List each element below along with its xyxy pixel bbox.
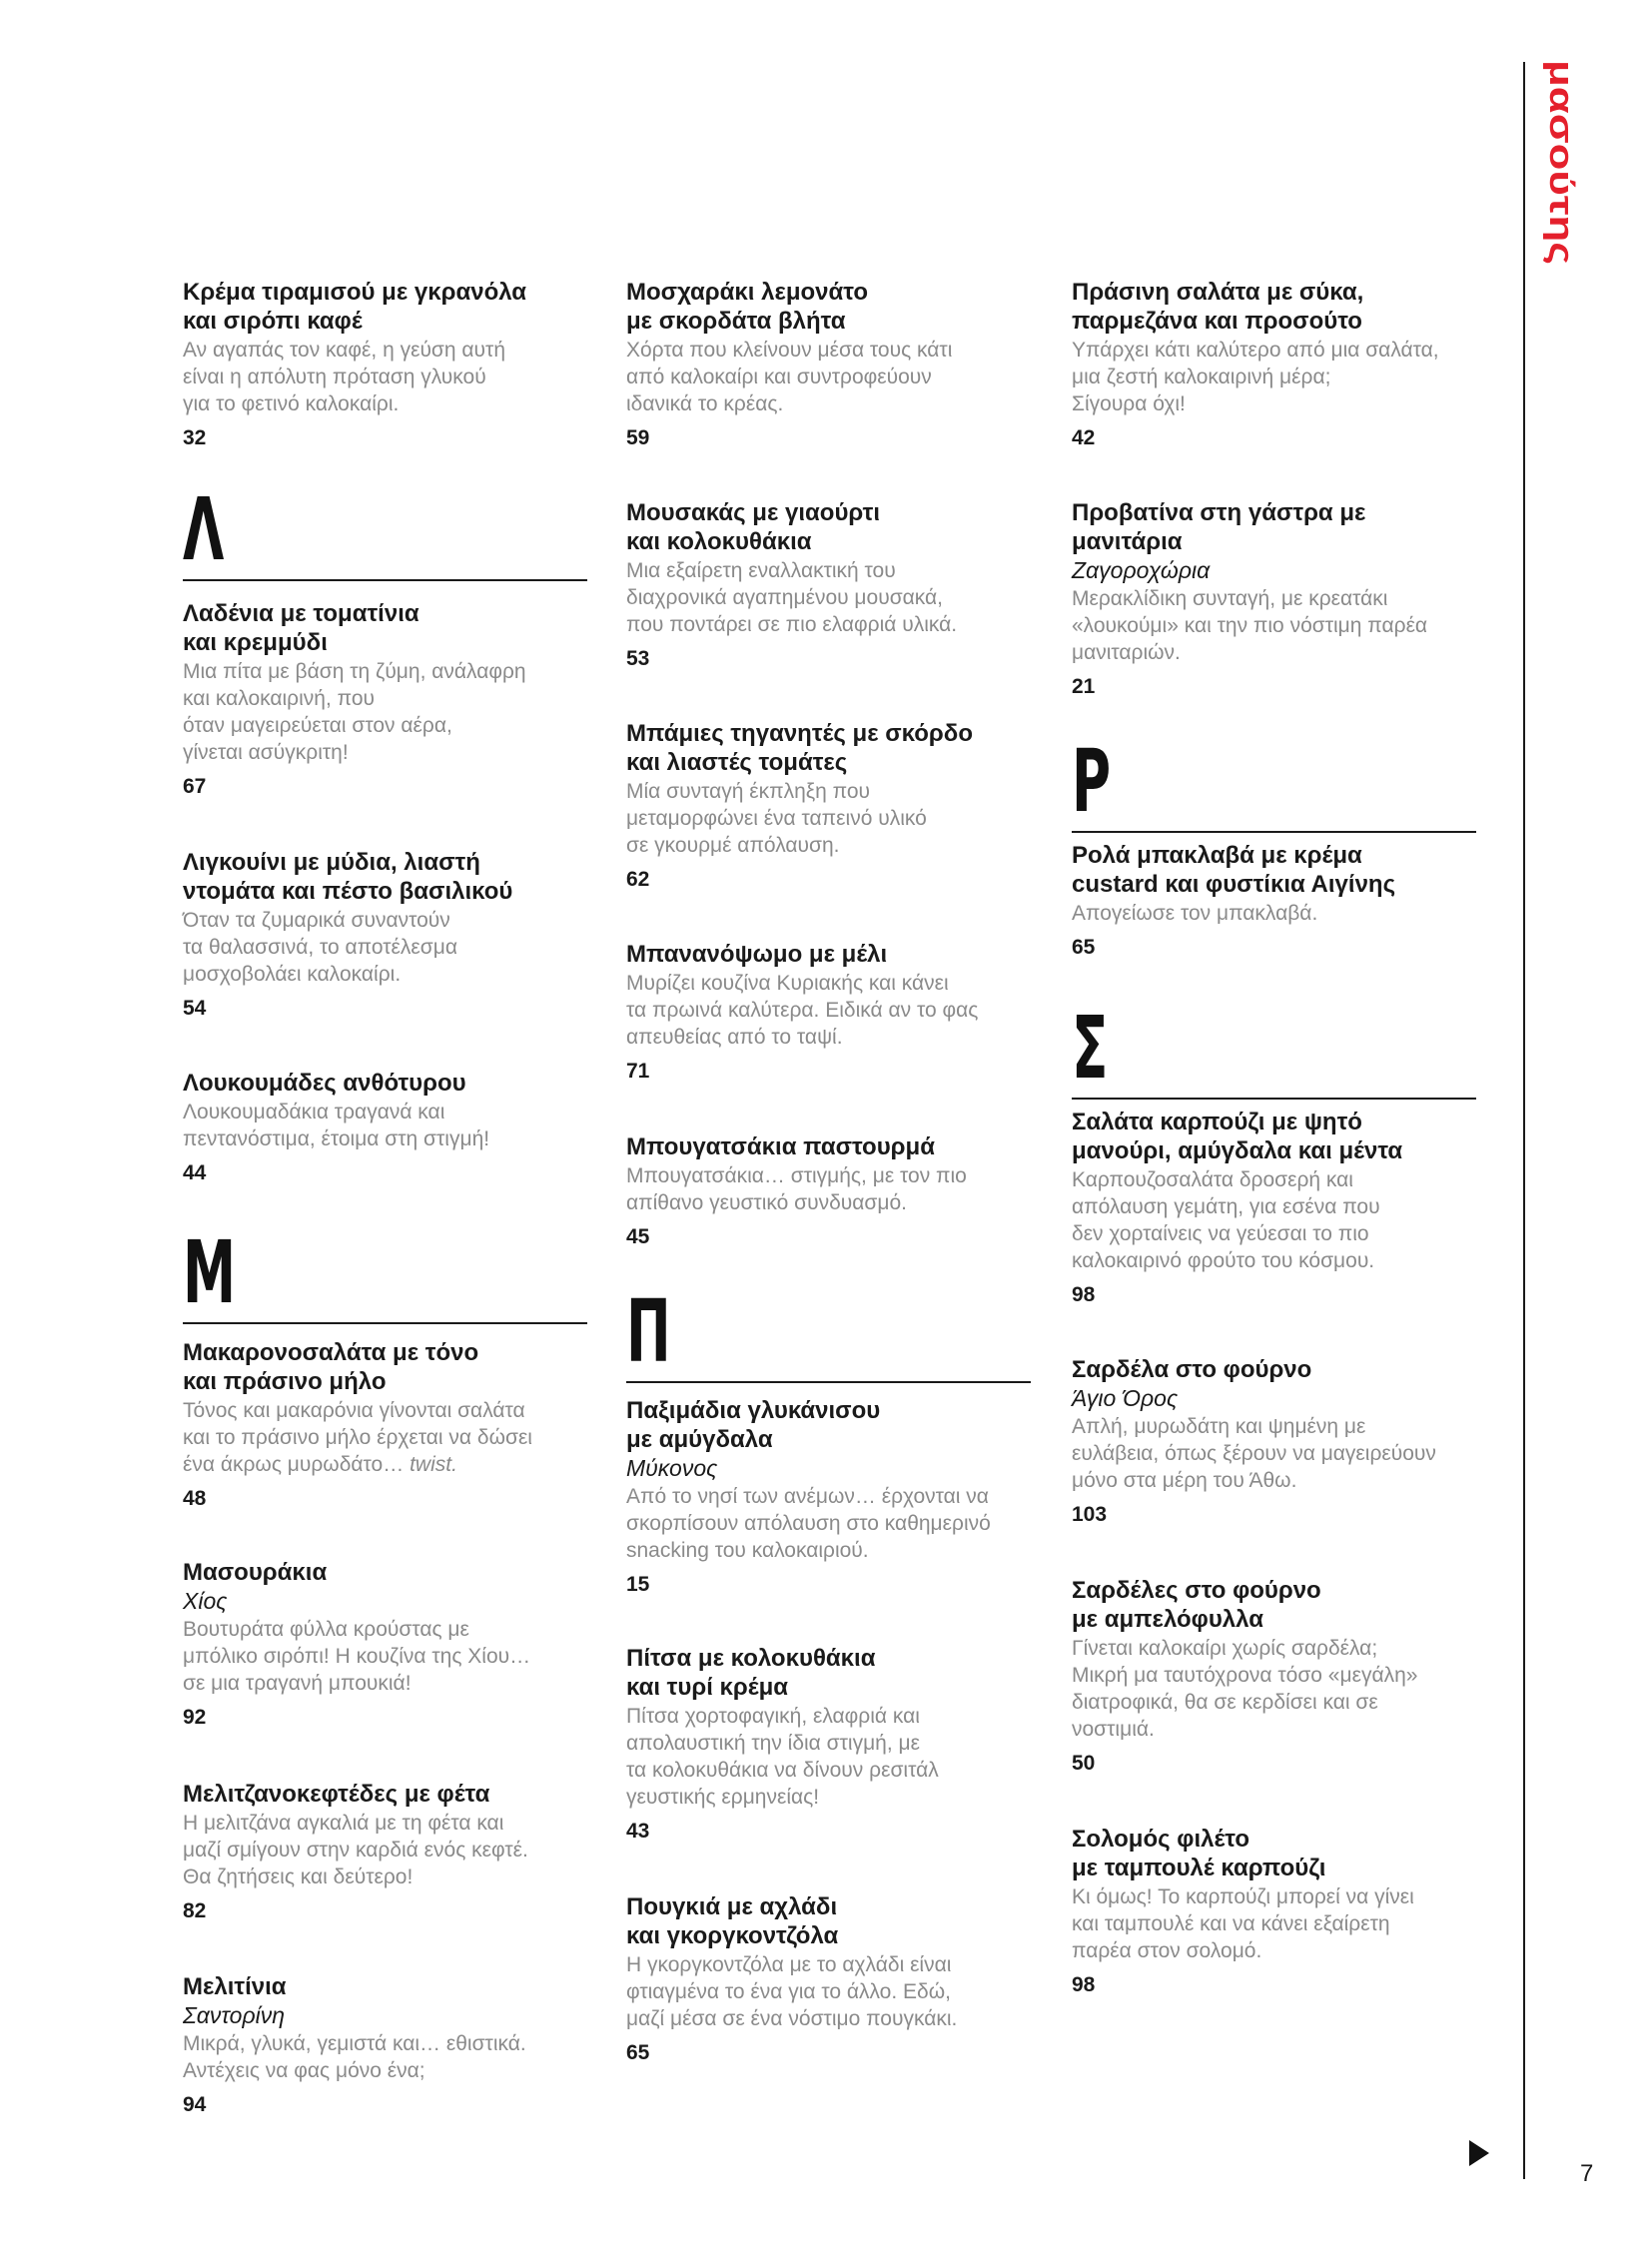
recipe-description: Μερακλίδικη συνταγή, με κρεατάκι «λουκούμι» και την πιο νόστιμη παρέα μανιταριών. xyxy=(1072,587,1428,664)
recipe-description: Η γκοργκοντζόλα με το αχλάδι είναι φτιαγμένα το ένα για το άλλο. Εδώ, μαζί μέσα σε ένα νόστιμο πουγκάκι. xyxy=(626,1953,958,2030)
page-reference[interactable]: 65 xyxy=(1072,936,1096,959)
recipe-title: Προβατίνα στη γάστρα με μανιτάρια xyxy=(1072,499,1366,555)
recipe-title: Μοσχαράκι λεμονάτο με σκορδάτα βλήτα xyxy=(626,279,868,335)
recipe-entry[interactable] xyxy=(626,719,1036,893)
recipe-entry[interactable] xyxy=(626,1644,1036,1845)
page-reference[interactable]: 65 xyxy=(626,2041,650,2064)
recipe-title: Ρολά μπακλαβά με κρέμα custard και φυστίκια Αιγίνης xyxy=(1072,842,1396,898)
page-reference[interactable]: 15 xyxy=(626,1573,650,1596)
recipe-entry[interactable] xyxy=(626,1396,1036,1598)
recipe-title: Κρέμα τιραμισού με γκρανόλα και σιρόπι καφέ xyxy=(183,279,527,335)
recipe-entry[interactable] xyxy=(626,940,1036,1085)
margin-rule xyxy=(1523,62,1525,2179)
page-reference[interactable]: 98 xyxy=(1072,1283,1096,1306)
recipe-entry[interactable] xyxy=(183,1558,592,1731)
page-number: 7 xyxy=(1580,2160,1594,2187)
section-divider xyxy=(183,579,587,581)
page-reference[interactable]: 45 xyxy=(626,1225,650,1248)
recipe-entry[interactable] xyxy=(1072,278,1481,451)
recipe-description: Η μελιτζάνα αγκαλιά με τη φέτα και μαζί σμίγουν στην καρδιά ενός κεφτέ. Θα ζητήσεις και δεύτερο! xyxy=(183,1812,528,1888)
recipe-description: Αν αγαπάς τον καφέ, η γεύση αυτή είναι η απόλυτη πρόταση γλυκού για το φετινό καλοκαίρι. xyxy=(183,339,506,415)
letter-section-header xyxy=(1072,999,1476,1100)
recipe-region: Άγιο Όρος xyxy=(1072,1385,1179,1411)
recipe-description: Λουκουμαδάκια τραγανά και πεντανόστιμα, έτοιμα στη στιγμή! xyxy=(183,1101,490,1150)
page-reference[interactable]: 82 xyxy=(183,1899,207,1922)
recipe-description: Πίτσα χορτοφαγική, ελαφριά και απολαυστική την ίδια στιγμή, με τα κολοκυθάκια να δίνουν ρεσιτάλ γευστικής ερμηνείας! xyxy=(626,1705,939,1809)
recipe-entry[interactable] xyxy=(183,1069,592,1186)
recipe-region: Σαντορίνη xyxy=(183,2002,286,2028)
recipe-title: Σαρδέλες στο φούρνο με αμπελόφυλλα xyxy=(1072,1577,1321,1633)
recipe-entry[interactable] xyxy=(1072,1825,1481,1998)
section-letter: Λ xyxy=(183,480,225,580)
section-divider xyxy=(1072,1098,1476,1100)
recipe-description: Μπουγατσάκια… στιγμής, με τον πιο απίθανο γευστικό συνδυασμό. xyxy=(626,1164,967,1214)
recipe-title: Λαδένια με τοματίνια και κρεμμύδι xyxy=(183,600,419,656)
brand-logo xyxy=(1542,60,1608,270)
recipe-entry[interactable] xyxy=(1072,841,1481,961)
page-reference[interactable]: 44 xyxy=(183,1161,207,1184)
recipe-entry[interactable] xyxy=(1072,1355,1481,1528)
letter-section-header xyxy=(183,480,587,581)
recipe-region: Χίος xyxy=(183,1588,228,1614)
page-reference[interactable]: 21 xyxy=(1072,675,1096,698)
page-reference[interactable]: 94 xyxy=(183,2093,207,2116)
recipe-region: Ζαγοροχώρια xyxy=(1072,557,1211,583)
recipe-title: Λιγκουίνι με μύδια, λιαστή ντομάτα και πέστο βασιλικού xyxy=(183,849,513,905)
recipe-description: Απλή, μυρωδάτη και ψημένη με ευλάβεια, όπως ξέρουν να μαγειρεύουν μόνο στα μέρη του Άθω. xyxy=(1072,1415,1436,1492)
section-divider xyxy=(626,1381,1031,1383)
page-reference[interactable]: 32 xyxy=(183,426,207,449)
recipe-description: Μια πίτα με βάση τη ζύμη, ανάλαφρη και καλοκαιρινή, που όταν μαγειρεύεται στον αέρα, γίνεται ασύγκριτη! xyxy=(183,660,526,764)
section-divider xyxy=(1072,831,1476,833)
next-page-arrow-icon[interactable] xyxy=(1469,2140,1489,2166)
recipe-entry[interactable] xyxy=(183,1338,592,1512)
recipe-title: Σαλάτα καρπούζι με ψητό μανούρι, αμύγδαλα και μέντα xyxy=(1072,1109,1403,1164)
recipe-entry[interactable] xyxy=(626,498,1036,672)
recipe-description: Χόρτα που κλείνουν μέσα τους κάτι από καλοκαίρι και συντροφεύουν ιδανικά το κρέας. xyxy=(626,339,953,415)
page-reference[interactable]: 42 xyxy=(1072,426,1096,449)
recipe-description: Απογείωσε τον μπακλαβά. xyxy=(1072,902,1318,925)
recipe-title: Λουκουμάδες ανθότυρου xyxy=(183,1070,466,1097)
recipe-description: Μία συνταγή έκπληξη που μεταμορφώνει ένα ταπεινό υλικό σε γκουρμέ απόλαυση. xyxy=(626,780,927,857)
recipe-title: Μελιτίνια xyxy=(183,1973,287,2000)
recipe-title: Μουσακάς με γιαούρτι και κολοκυθάκια xyxy=(626,499,880,555)
recipe-title: Μασουράκια xyxy=(183,1559,328,1586)
page-reference[interactable]: 92 xyxy=(183,1706,207,1729)
section-letter: Μ xyxy=(183,1223,237,1323)
page-reference[interactable]: 103 xyxy=(1072,1503,1108,1526)
recipe-entry[interactable] xyxy=(183,278,592,451)
recipe-description: Υπάρχει κάτι καλύτερο από μια σαλάτα, μια ζεστή καλοκαιρινή μέρα; Σίγουρα όχι! xyxy=(1072,339,1439,415)
recipe-title: Παξιμάδια γλυκάνισου με αμύγδαλα xyxy=(626,1397,881,1453)
recipe-title: Πίτσα με κολοκυθάκια και τυρί κρέμα xyxy=(626,1645,876,1701)
letter-section-header xyxy=(626,1282,1031,1383)
recipe-entry[interactable] xyxy=(1072,1108,1481,1308)
recipe-title: Σαρδέλα στο φούρνο xyxy=(1072,1356,1312,1383)
recipe-title: Μελιτζανοκεφτέδες με φέτα xyxy=(183,1781,490,1808)
page-reference[interactable]: 67 xyxy=(183,775,207,798)
recipe-description: Κι όμως! Το καρπούζι μπορεί να γίνει και ταμπουλέ και να κάνει εξαίρετη παρέα στον σολομό. xyxy=(1072,1885,1414,1962)
recipe-title: Πράσινη σαλάτα με σύκα, παρμεζάνα και προσούτο xyxy=(1072,279,1364,335)
recipe-description: Τόνος και μακαρόνια γίνονται σαλάτα και το πράσινο μήλο έρχεται να δώσει ένα άκρως μυρωδάτο… twist. xyxy=(183,1399,532,1476)
recipe-entry[interactable] xyxy=(183,848,592,1022)
page-reference[interactable]: 48 xyxy=(183,1487,207,1510)
recipe-title: Σολομός φιλέτο με ταμπουλέ καρπούζι xyxy=(1072,1826,1326,1881)
recipe-entry[interactable] xyxy=(1072,1576,1481,1777)
recipe-entry[interactable] xyxy=(626,1892,1036,2066)
section-divider xyxy=(183,1322,587,1324)
recipe-entry[interactable] xyxy=(183,1780,592,1924)
recipe-entry[interactable] xyxy=(1072,498,1481,700)
page-reference[interactable]: 43 xyxy=(626,1820,650,1843)
recipe-region: Μύκονος xyxy=(626,1455,718,1481)
page-reference[interactable]: 54 xyxy=(183,997,207,1020)
section-letter: Σ xyxy=(1072,999,1109,1099)
recipe-description: Μικρά, γλυκά, γεμιστά και… εθιστικά. Αντέχεις να φας μόνο ένα; xyxy=(183,2032,526,2082)
recipe-entry[interactable] xyxy=(183,599,592,800)
recipe-description: Γίνεται καλοκαίρι χωρίς σαρδέλα; Μικρή μα ταυτόχρονα τόσο «μεγάλη» διατροφικά, θα σε κερδίσει και σε νοστιμιά. xyxy=(1072,1637,1418,1741)
recipe-title: Πουγκιά με αχλάδι και γκοργκοντζόλα xyxy=(626,1893,839,1949)
recipe-title: Μπουγατσάκια παστουρμά xyxy=(626,1133,935,1160)
recipe-description: Μυρίζει κουζίνα Κυριακής και κάνει τα πρωινά καλύτερα. Ειδικά αν το φας απευθείας από το ταψί. xyxy=(626,972,979,1049)
letter-section-header xyxy=(1072,732,1476,833)
recipe-description: Μια εξαίρετη εναλλακτική του διαχρονικά αγαπημένου μουσακά, που ποντάρει σε πιο ελαφριά υλικά. xyxy=(626,559,958,636)
recipe-description: Από το νησί των ανέμων… έρχονται να σκορπίσουν απόλαυση στο καθημερινό snacking του καλοκαιριού. xyxy=(626,1485,991,1562)
recipe-title: Μακαρονοσαλάτα με τόνο και πράσινο μήλο xyxy=(183,1339,479,1395)
recipe-entry[interactable] xyxy=(626,278,1036,451)
section-letter: Π xyxy=(626,1282,671,1382)
recipe-title: Μπανανόψωμο με μέλι xyxy=(626,941,888,968)
recipe-entry[interactable] xyxy=(626,1132,1036,1250)
page-reference[interactable]: 50 xyxy=(1072,1752,1096,1775)
page-reference[interactable]: 59 xyxy=(626,426,650,449)
letter-section-header xyxy=(183,1223,587,1324)
recipe-description: Καρπουζοσαλάτα δροσερή και απόλαυση γεμάτη, για εσένα που δεν χορταίνεις να γεύεσαι το πιο καλοκαιρινό φρούτο του κόσμου. xyxy=(1072,1168,1380,1272)
section-letter: Ρ xyxy=(1072,732,1112,832)
page-reference[interactable]: 62 xyxy=(626,868,650,891)
recipe-description: Βουτυράτα φύλλα κρούστας με μπόλικο σιρόπι! Η κουζίνα της Χίου… σε μια τραγανή μπουκιά! xyxy=(183,1618,531,1695)
page-reference[interactable]: 53 xyxy=(626,647,650,670)
recipe-title: Μπάμιες τηγανητές με σκόρδο και λιαστές τομάτες xyxy=(626,720,973,776)
recipe-description: Όταν τα ζυμαρικά συναντούν τα θαλασσινά, το αποτέλεσμα μοσχοβολάει καλοκαίρι. xyxy=(183,909,457,986)
page-reference[interactable]: 71 xyxy=(626,1060,650,1083)
brand-logo-text: μασούτης xyxy=(1542,60,1580,220)
page-reference[interactable]: 98 xyxy=(1072,1973,1096,1996)
recipe-entry[interactable] xyxy=(183,1972,592,2118)
